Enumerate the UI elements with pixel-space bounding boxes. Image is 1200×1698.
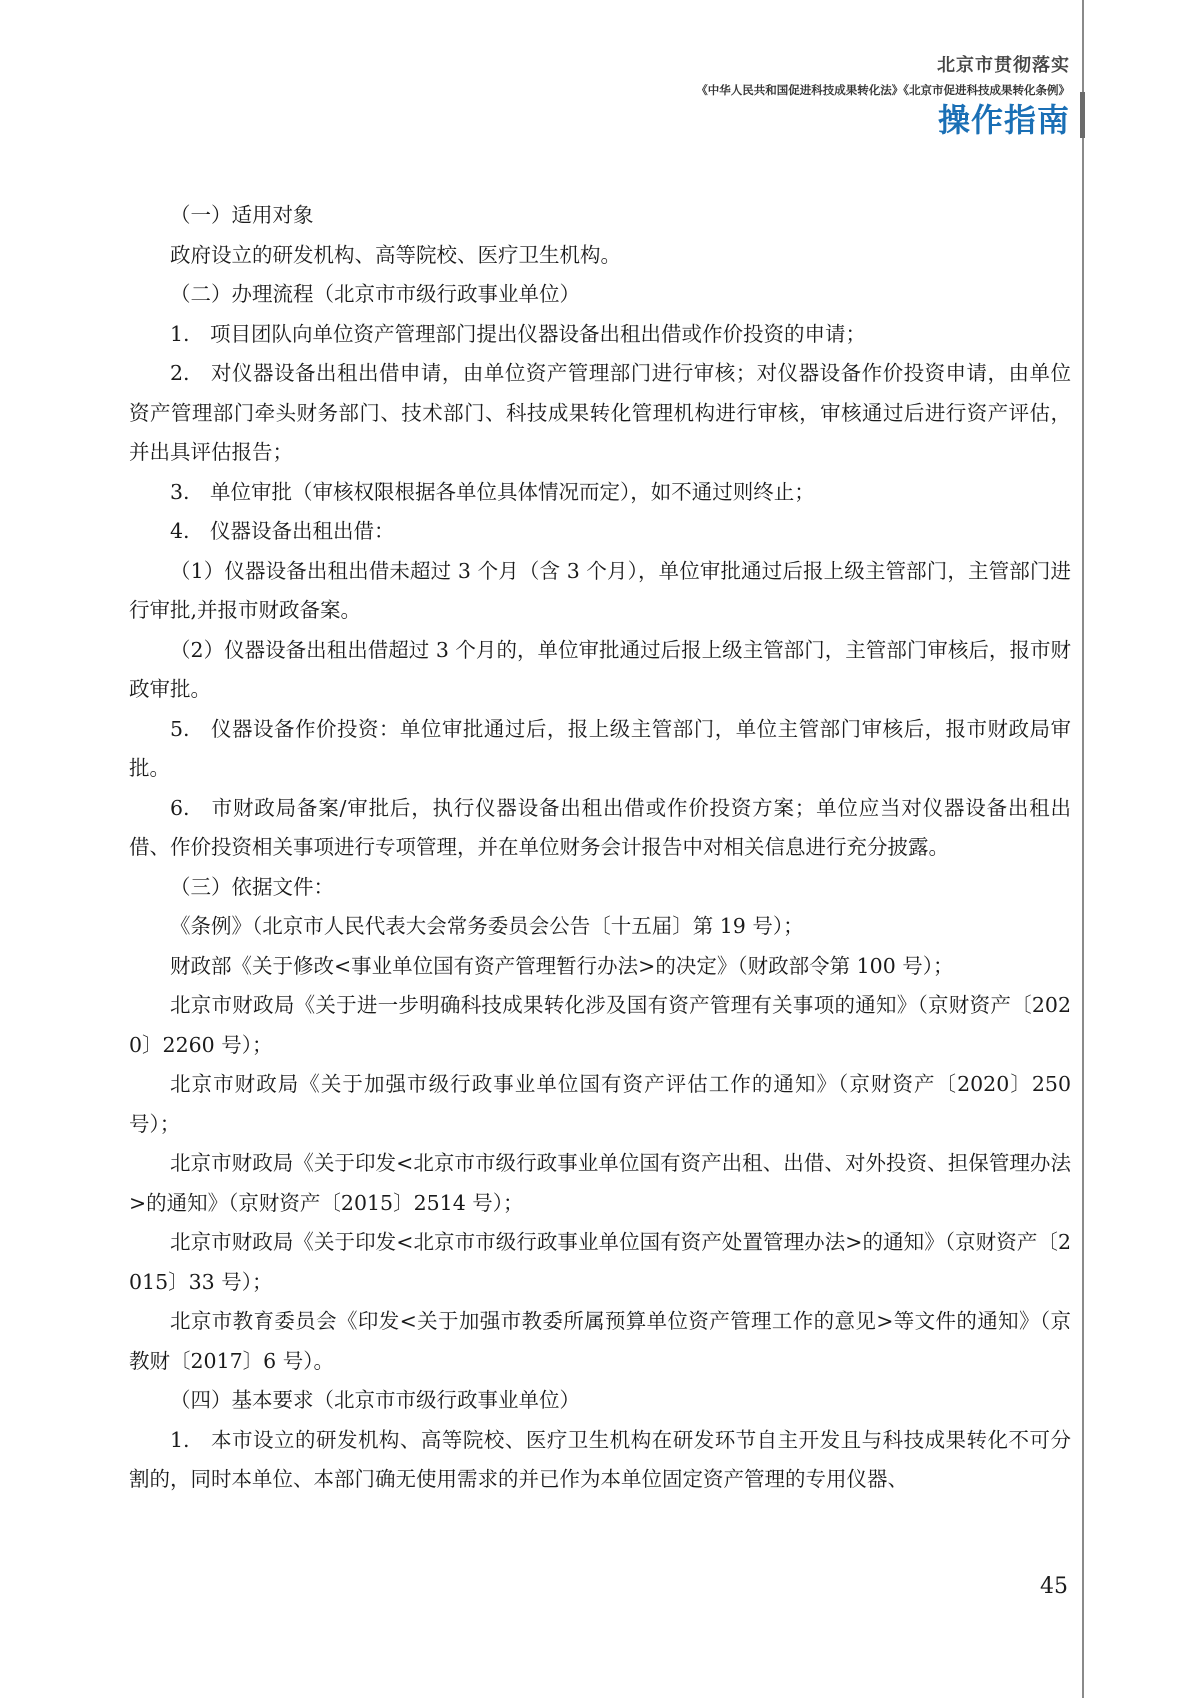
list-item: 3. 单位审批（审核权限根据各单位具体情况而定），如不通过则终止；: [170, 479, 815, 504]
reference-item: 北京市财政局《关于进一步明确科技成果转化涉及国有资产管理有关事项的通知》（京财资产〔2020〕2260 号）；: [129, 993, 1071, 1057]
header-accent-bar: [1080, 92, 1085, 138]
section-heading: （三）依据文件：: [170, 874, 334, 899]
sub-list-item: （2）仪器设备出租出借超过 3 个月的，单位审批通过后报上级主管部门，主管部门审核后，报市财政审批。: [129, 637, 1071, 701]
right-margin-rule: [1082, 0, 1084, 1698]
paragraph: 政府设立的研发机构、高等院校、医疗卫生机构。: [170, 242, 621, 267]
list-item: 1. 项目团队向单位资产管理部门提出仪器设备出租出借或作价投资的申请；: [170, 321, 867, 346]
list-item: 5. 仪器设备作价投资：单位审批通过后，报上级主管部门，单位主管部门审核后，报市财政局审批。: [129, 716, 1071, 780]
page-number: 45: [1040, 1574, 1068, 1599]
reference-item: 北京市财政局《关于印发<北京市市级行政事业单位国有资产处置管理办法>的通知》（京财资产〔2015〕33 号）；: [129, 1230, 1071, 1294]
reference-item: 北京市教育委员会《印发<关于加强市教委所属预算单位资产管理工作的意见>等文件的通知》（京教财〔2017〕6 号）。: [129, 1309, 1071, 1373]
reference-item: 北京市财政局《关于印发<北京市市级行政事业单位国有资产出租、出借、对外投资、担保管理办法>的通知》（京财资产〔2015〕2514 号）；: [129, 1151, 1071, 1215]
body-text: [129, 196, 1071, 1500]
reference-item: 《条例》（北京市人民代表大会常务委员会公告〔十五届〕第 19 号）；: [170, 914, 804, 938]
section-heading: （一）适用对象: [170, 203, 314, 227]
running-header: [696, 54, 1070, 140]
header-law-titles: 《中华人民共和国促进科技成果转化法》《北京市促进科技成果转化条例》: [696, 83, 1070, 97]
sub-list-item: （1）仪器设备出租出借未超过 3 个月（含 3 个月），单位审批通过后报上级主管部门，主管部门进行审批,并报市财政备案。: [129, 558, 1071, 622]
list-item: 4. 仪器设备出租出借：: [170, 519, 395, 543]
list-item: 1. 本市设立的研发机构、高等院校、医疗卫生机构在研发环节自主开发且与科技成果转化不可分割的，同时本单位、本部门确无使用需求的并已作为本单位固定资产管理的专用仪器、: [129, 1427, 1071, 1491]
reference-item: 北京市财政局《关于加强市级行政事业单位国有资产评估工作的通知》（京财资产〔2020〕250 号）；: [129, 1072, 1071, 1136]
section-heading: （二）办理流程（北京市市级行政事业单位）: [170, 282, 580, 306]
section-heading: （四）基本要求（北京市市级行政事业单位）: [170, 1388, 580, 1412]
header-series-title: 北京市贯彻落实: [937, 55, 1070, 76]
header-guide-title: 操作指南: [937, 101, 1070, 139]
list-item: 2. 对仪器设备出租出借申请，由单位资产管理部门进行审核；对仪器设备作价投资申请，由单位资产管理部门牵头财务部门、技术部门、科技成果转化管理机构进行审核，审核通过后进行资产评估，并出具评估报告；: [129, 361, 1071, 464]
reference-item: 财政部《关于修改<事业单位国有资产管理暂行办法>的决定》（财政部令第 100 号）；: [170, 953, 954, 978]
list-item: 6. 市财政局备案/审批后，执行仪器设备出租出借或作价投资方案；单位应当对仪器设备出租出借、作价投资相关事项进行专项管理，并在单位财务会计报告中对相关信息进行充分披露。: [129, 795, 1071, 859]
